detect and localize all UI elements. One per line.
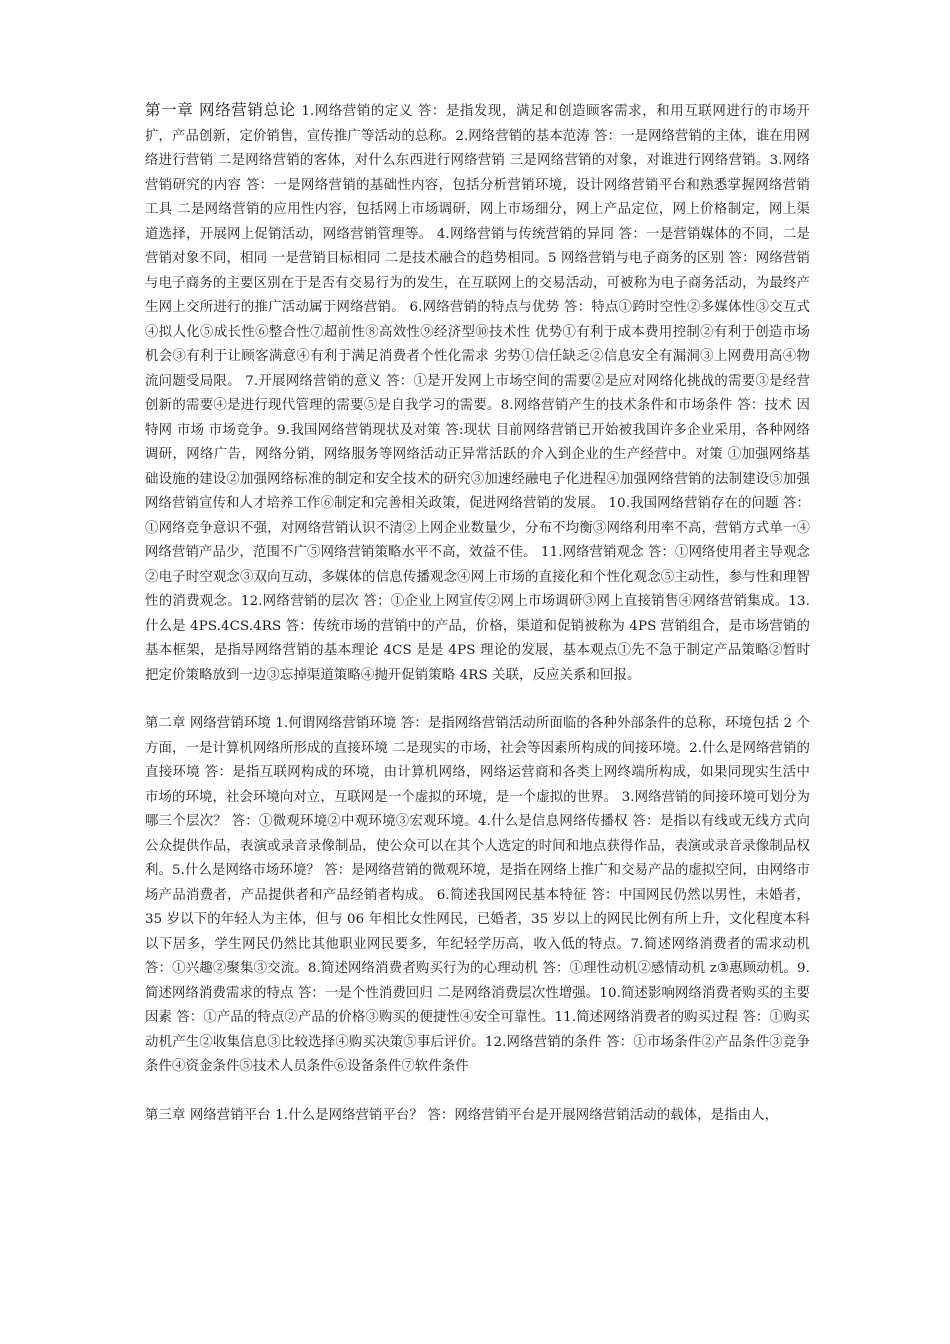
- chapter-2-heading: 第二章 网络营销环境: [145, 716, 276, 731]
- chapter-3-body: 1.什么是网络营销平台？ 答：网络营销平台是开展网络营销活动的载体，是指由人，: [275, 1107, 779, 1123]
- chapter-3-section: [145, 1104, 810, 1129]
- chapter-3-heading: 第三章 网络营销平台: [145, 1107, 276, 1123]
- chapter-1-heading: 第一章 网络营销总论: [145, 101, 302, 119]
- document-content: [145, 98, 810, 1152]
- chapter-2-body: 1.何谓网络营销环境 答：是指网络营销活动所面临的各种外部条件的总称，环境包括 2 个方面，一是计算机网络所形成的直接环境 二是现实的市场，社会等因素所构成的间接环境。2.什么是网络营销的直接环境 答：是指互联网构成的环境，由计算机网络，网络运营商和各类上网终端所构成，如果同现实生活中市场的环境，社会环境向对立，互联网是一个虚拟的环境，是一个虚拟的世界。 3.网络营销的间接环境可划分为哪三个层次？ 答：①微观环境②中观环境③宏观环境。4.什么是信息网络传播权 答：是指以有线或无线方式向公众提供作品，表演或录音录像制品，使公众可以在其个人选定的时间和地点获得作品，表演或录音录像制品权利。5.什么是网络市场环境？ 答：是网络营销的微观环境，是指在网络上推广和交易产品的虚拟空间，由网络市场产品消费者，产品提供者和产品经销者构成。 6.简述我国网民基本特征 答：中国网民仍然以男性，未婚者，35 岁以下的年轻人为主体，但与 06 年相比女性网民，已婚者，35 岁以上的网民比例有所上升，文化程度本科以下居多，学生网民仍然比其他职业网民要多，年纪轻学历高，收入低的特点。7.简述网络消费者的需求动机 答：①兴趣②聚集③交流。8.简述网络消费者购买行为的心理动机 答：①理性动机②感情动机 z③惠顾动机。9.简述网络消费需求的特点 答：一是个性消费回归 二是网络消费层次性增强。10.简述影响网络消费者购买的主要因素 答：①产品的特点②产品的价格③购买的便捷性④安全可靠性。11.简述网络消费者的购买过程 答：①购买动机产生②收集信息③比较选择④购买决策⑤事后评价。12.网络营销的条件 答：①市场条件②产品条件③竞争条件④资金条件⑤技术人员条件⑥设备条件⑦软件条件: [145, 716, 810, 1074]
- chapter-1-body: 1.网络营销的定义 答：是指发现，满足和创造顾客需求，和用互联网进行的市场开扩，产品创新，定价销售，宣传推广等活动的总称。2.网络营销的基本范涛 答：一是网络营销的主体，谁在用网络进行营销 二是网络营销的客体，对什么东西进行网络营销 三是网络营销的对象，对谁进行网络营销。3.网络营销研究的内容 答：一是网络营销的基础性内容，包括分析营销环境，设计网络营销平台和熟悉掌握网络营销工具 二是网络营销的应用性内容，包括网上市场调研，网上市场细分，网上产品定位，网上价格制定，网上渠道选择，开展网上促销活动，网络营销管理等。 4.网络营销与传统营销的异同 答：一是营销媒体的不同，二是营销对象不同，相同 一是营销目标相同 二是技术融合的趋势相同。5 网络营销与电子商务的区别 答：网络营销与电子商务的主要区别在于是否有交易行为的发生，在互联网上的交易活动，可被称为电子商务活动，为最终产生网上交所进行的推广活动属于网络营销。 6.网络营销的特点与优势 答：特点①跨时空性②多媒体性③交互式④拟人化⑤成长性⑥整合性⑦超前性⑧高效性⑨经济型⑩技术性 优势①有利于成本费用控制②有利于创造市场机会③有利于让顾客满意④有利于满足消费者个性化需求 劣势①信任缺乏②信息安全有漏洞③上网费用高④物流问题受局限。 7.开展网络营销的意义 答：①是开发网上市场空间的需要②是应对网络化挑战的需要③是经营创新的需要④是进行现代管理的需要⑤是自我学习的需要。8.网络营销产生的技术条件和市场条件 答：技术 因特网 市场 市场竞争。9.我国网络营销现状及对策 答:现状 目前网络营销已开始被我国许多企业采用，各种网络调研，网络广告，网络分销，网络服务等网络活动正异常活跃的介入到企业的生产经营中。对策 ①加强网络基础设施的建设②加强网络标准的制定和安全技术的研究③加速经融电子化进程④加强网络营销的法制建设⑤加强网络营销宣传和人才培养工作⑥制定和完善相关政策，促进网络营销的发展。 10.我国网络营销存在的问题 答：①网络竞争意识不强，对网络营销认识不清②上网企业数量少，分布不均衡③网络利用率不高，营销方式单一④网络营销产品少，范围不广⑤网络营销策略水平不高，效益不佳。 11.网络营销观念 答：①网络使用者主导观念②电子时空观念③双向互动，多媒体的信息传播观念④网上市场的直接化和个性化观念⑤主动性，参与性和理智性的消费观念。12.网络营销的层次 答：①企业上网宣传②网上市场调研③网上直接销售④网络营销集成。13.什么是 4PS.4CS.4RS 答：传统市场的营销中的产品，价格，渠道和促销被称为 4PS 营销组合，是市场营销的基本框架，是指导网络营销的基本理论 4CS 是是 4PS 理论的发展，基本观点①先不急于制定产品策略②暂时把定价策略放到一边③忘掉渠道策略④抛开促销策略 4RS 关联，反应关系和回报。: [145, 104, 810, 683]
- chapter-2-section: [145, 712, 810, 1080]
- chapter-1-section: [145, 98, 810, 688]
